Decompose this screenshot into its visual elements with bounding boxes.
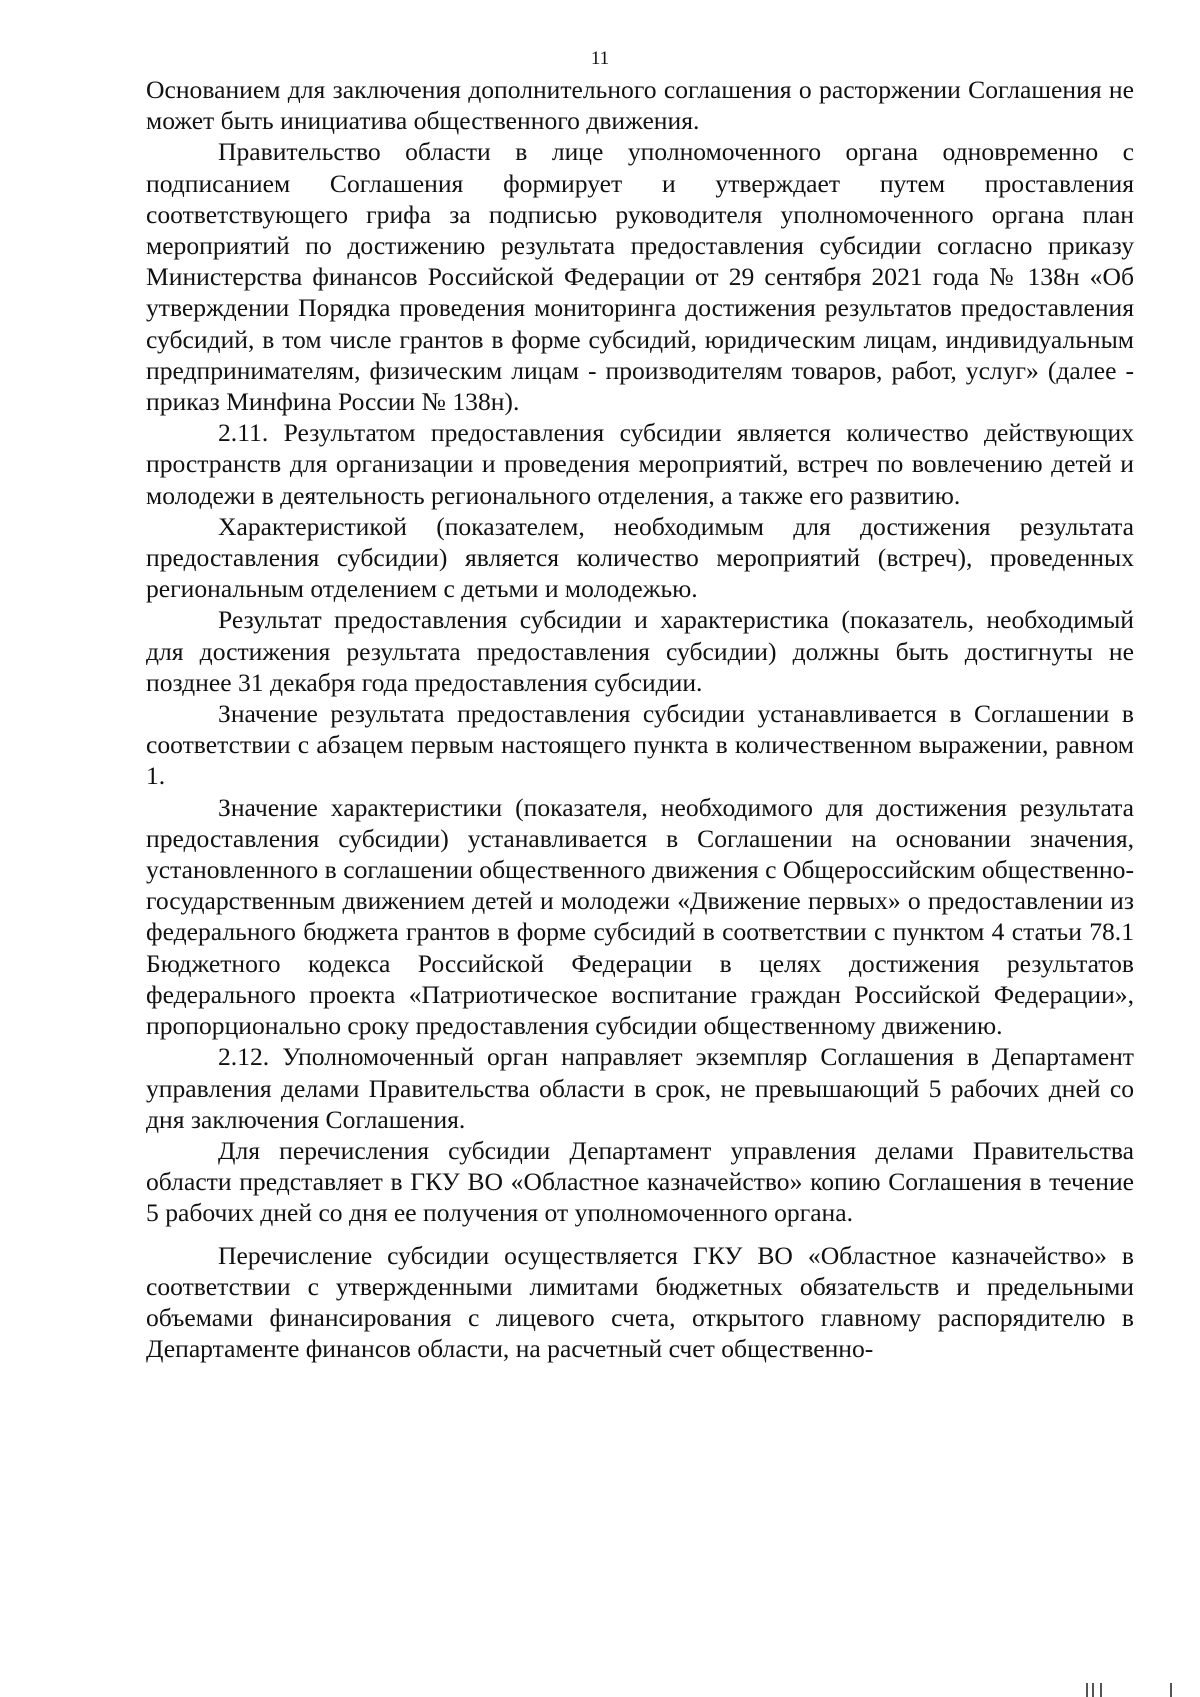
paragraph-deadline: Результат предоставления субсидии и характеристика (показатель, необходимый для достижения результата предоставления субсидии) должны быть достигнуты не позднее 31 декабря года предоставления субсидии. — [146, 605, 1134, 697]
paragraph-2-11-result: 2.11. Результатом предоставления субсидии является количество действующих пространств для организации и проведения мероприятий, встреч по вовлечению детей и молодежи в деятельность регионального отделения, а также его развитию. — [146, 418, 1134, 510]
paragraph-characteristic: Характеристикой (показателем, необходимым для достижения результата предоставления субсидии) является количество мероприятий (встреч), проведенных региональным отделением с детьми и молодежью. — [146, 511, 1134, 604]
paragraph-action-plan: Правительство области в лице уполномоченного органа одновременно с подписанием Соглашения формирует и утверждает путем проставления соответствующего грифа за подписью руководителя уполномоченного органа план мероприятий по достижению результата предоставления субсидии согласно приказу Министерства финансов Российской Федерации от 29 сентября 2021 года № 138н «Об утверждении Порядка проведения мониторинга достижения результатов предоставления субсидий, в том числе грантов в форме субсидий, юридическим лицам, индивидуальным предпринимателям, физическим лицам - производителям товаров, работ, услуг» (далее - приказ Минфина России № 138н). — [146, 137, 1134, 417]
paragraph-treasury-copy: Для перечисления субсидии Департамент управления делами Правительства области представляет в ГКУ ВО «Областное казначейство» копию Соглашения в течение 5 рабочих дней со дня ее получения от уполномоченного органа. — [146, 1135, 1134, 1228]
paragraph-2-12-agreement-copy: 2.12. Уполномоченный орган направляет экземпляр Соглашения в Департамент управления делами Правительства области в срок, не превышающий 5 рабочих дней со дня заключения Соглашения. — [146, 1042, 1134, 1134]
paragraph-transfer: Перечисление субсидии осуществляется ГКУ ВО «Областное казначейство» в соответствии с утвержденными лимитами бюджетных обязательств и предельными объемами финансирования с лицевого счета, открытого главному распорядителю в Департаменте финансов области, на расчетный счет общественно- — [146, 1240, 1134, 1364]
paragraph-characteristic-value: Значение характеристики (показателя, необходимого для достижения результата предоставления субсидии) устанавливается в Соглашении на основании значения, установленного в соглашении общественного движения с Общероссийским общественно-государственным движением детей и молодежи «Движение первых» о предоставлении из федерального бюджета грантов в форме субсидий в соответствии с пунктом 4 статьи 78.1 Бюджетного кодекса Российской Федерации в целях достижения результатов федерального проекта «Патриотическое воспитание граждан Российской Федерации», пропорционально сроку предоставления субсидии общественному движению. — [146, 792, 1134, 1041]
document-body — [146, 74, 1134, 1364]
scan-edge-marks — [1072, 1673, 1182, 1697]
paragraph-termination-basis: Основанием для заключения дополнительного соглашения о расторжении Соглашения не может быть инициатива общественного движения. — [146, 75, 1134, 136]
page-number: 11 — [590, 48, 610, 69]
paragraph-result-value: Значение результата предоставления субсидии устанавливается в Соглашении в соответствии с абзацем первым настоящего пункта в количественном выражении, равном 1. — [146, 699, 1134, 791]
